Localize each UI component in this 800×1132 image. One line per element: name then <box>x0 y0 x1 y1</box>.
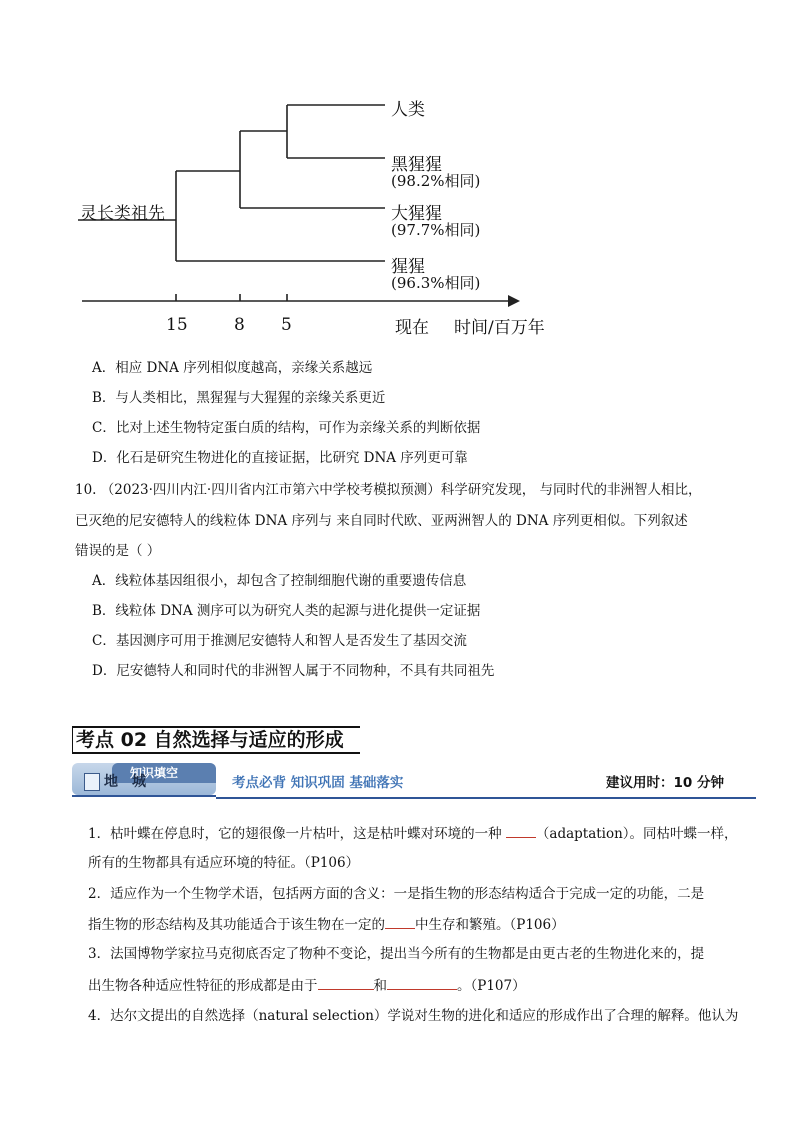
q10-option-d: D．尼安德特人和同时代的非洲智人属于不同物种，不具有共同祖先 <box>92 663 495 679</box>
section-rule <box>72 752 360 754</box>
fill-item-2-line2 <box>88 914 565 935</box>
tree-leaf-gorilla: 大猩猩 <box>391 204 442 224</box>
tree-leaf-chimpanzee-similarity: (98.2%相同) <box>391 172 481 190</box>
q10-stem-line3: 错误的是（ ） <box>75 543 161 559</box>
axis-tick-8: 8 <box>234 315 245 335</box>
fill-item-3-text-a: 出生物各种适应性特征的形成都是由于 <box>88 978 318 994</box>
tree-leaf-orangutan-similarity: (96.3%相同) <box>391 274 481 292</box>
fill-item-3-line1: 3．法国博物学家拉马克彻底否定了物种不变论，提出当今所有的生物都是由更古老的生物进化来的，提 <box>88 946 705 962</box>
fill-item-4-line1: 4．达尔文提出的自然选择（natural selection）学说对生物的进化和适应的形成作出了合理的解释。他认为 <box>88 1008 739 1024</box>
axis-now-label: 现在 <box>395 318 429 338</box>
fill-item-1-line2: 所有的生物都具有适应环境的特征。（P106） <box>88 855 360 871</box>
q10-option-a: A．线粒体基因组很小，却包含了控制细胞代谢的重要遗传信息 <box>92 573 467 589</box>
q10-stem-line1: 10. （2023·四川内江·四川省内江市第六中学校考模拟预测）科学研究发现， 与同时代的非洲智人相比， <box>75 482 702 498</box>
fill-blank-2[interactable] <box>385 914 415 929</box>
fill-blank-3[interactable] <box>318 975 374 990</box>
banner-underline-left <box>72 795 216 797</box>
document-icon <box>84 773 100 791</box>
fill-item-1-text-a: 1．枯叶蝶在停息时，它的翅很像一片枯叶，这是枯叶蝶对环境的一种 <box>88 826 506 842</box>
fill-blank-4[interactable] <box>387 975 457 990</box>
section-title: 考点 02 自然选择与适应的形成 <box>72 726 350 754</box>
fill-item-3-line2 <box>88 975 526 996</box>
tree-leaf-gorilla-similarity: (97.7%相同) <box>391 221 481 239</box>
tree-leaf-chimpanzee: 黑猩猩 <box>391 155 442 175</box>
q10-stem-line2: 已灭绝的尼安德特人的线粒体 DNA 序列与 来自同时代欧、亚两洲智人的 DNA 序列更相似。下列叙述 <box>75 513 688 529</box>
q10-option-b: B．线粒体 DNA 测序可以为研究人类的起源与进化提供一定证据 <box>92 603 481 619</box>
axis-title: 时间/百万年 <box>454 318 545 338</box>
fill-item-2-text-a: 指生物的形态结构及其功能适合于该生物在一定的 <box>88 917 385 933</box>
fill-item-3-text-c: 。（P107） <box>457 978 526 994</box>
axis-tick-5: 5 <box>281 315 292 335</box>
q9-option-a: A．相应 DNA 序列相似度越高，亲缘关系越远 <box>92 360 373 376</box>
banner-slogan: 考点必背 知识巩固 基础落实 <box>232 775 404 791</box>
fill-item-2-line1: 2．适应作为一个生物学术语，包括两方面的含义：一是指生物的形态结构适合于完成一定的功能，二是 <box>88 886 705 902</box>
tree-leaf-orangutan: 猩猩 <box>391 257 425 277</box>
q9-option-b: B．与人类相比，黑猩猩与大猩猩的亲缘关系更近 <box>92 390 386 406</box>
q9-option-d: D．化石是研究生物进化的直接证据，比研究 DNA 序列更可靠 <box>92 450 468 466</box>
fill-item-1-text-b: （adaptation）。同枯叶蝶一样， <box>535 826 738 842</box>
q10-option-c: C．基因测序可用于推测尼安德特人和智人是否发生了基因交流 <box>92 633 467 649</box>
tree-root-label: 灵长类祖先 <box>80 204 165 224</box>
banner-tab-label: 知识填空 <box>130 766 179 780</box>
axis-tick-15: 15 <box>166 315 188 335</box>
banner-underline <box>216 797 756 799</box>
suggested-time: 建议用时：10 分钟 <box>606 775 724 791</box>
tree-leaf-human: 人类 <box>391 100 425 120</box>
fill-item-1-line1 <box>88 823 738 844</box>
banner-label: 地城 <box>104 774 160 790</box>
fill-blank-1[interactable] <box>506 823 536 838</box>
fill-item-2-text-b: 中生存和繁殖。（P106） <box>415 917 565 933</box>
fill-item-3-text-b: 和 <box>373 978 387 994</box>
q9-option-c: C．比对上述生物特定蛋白质的结构，可作为亲缘关系的判断依据 <box>92 420 481 436</box>
